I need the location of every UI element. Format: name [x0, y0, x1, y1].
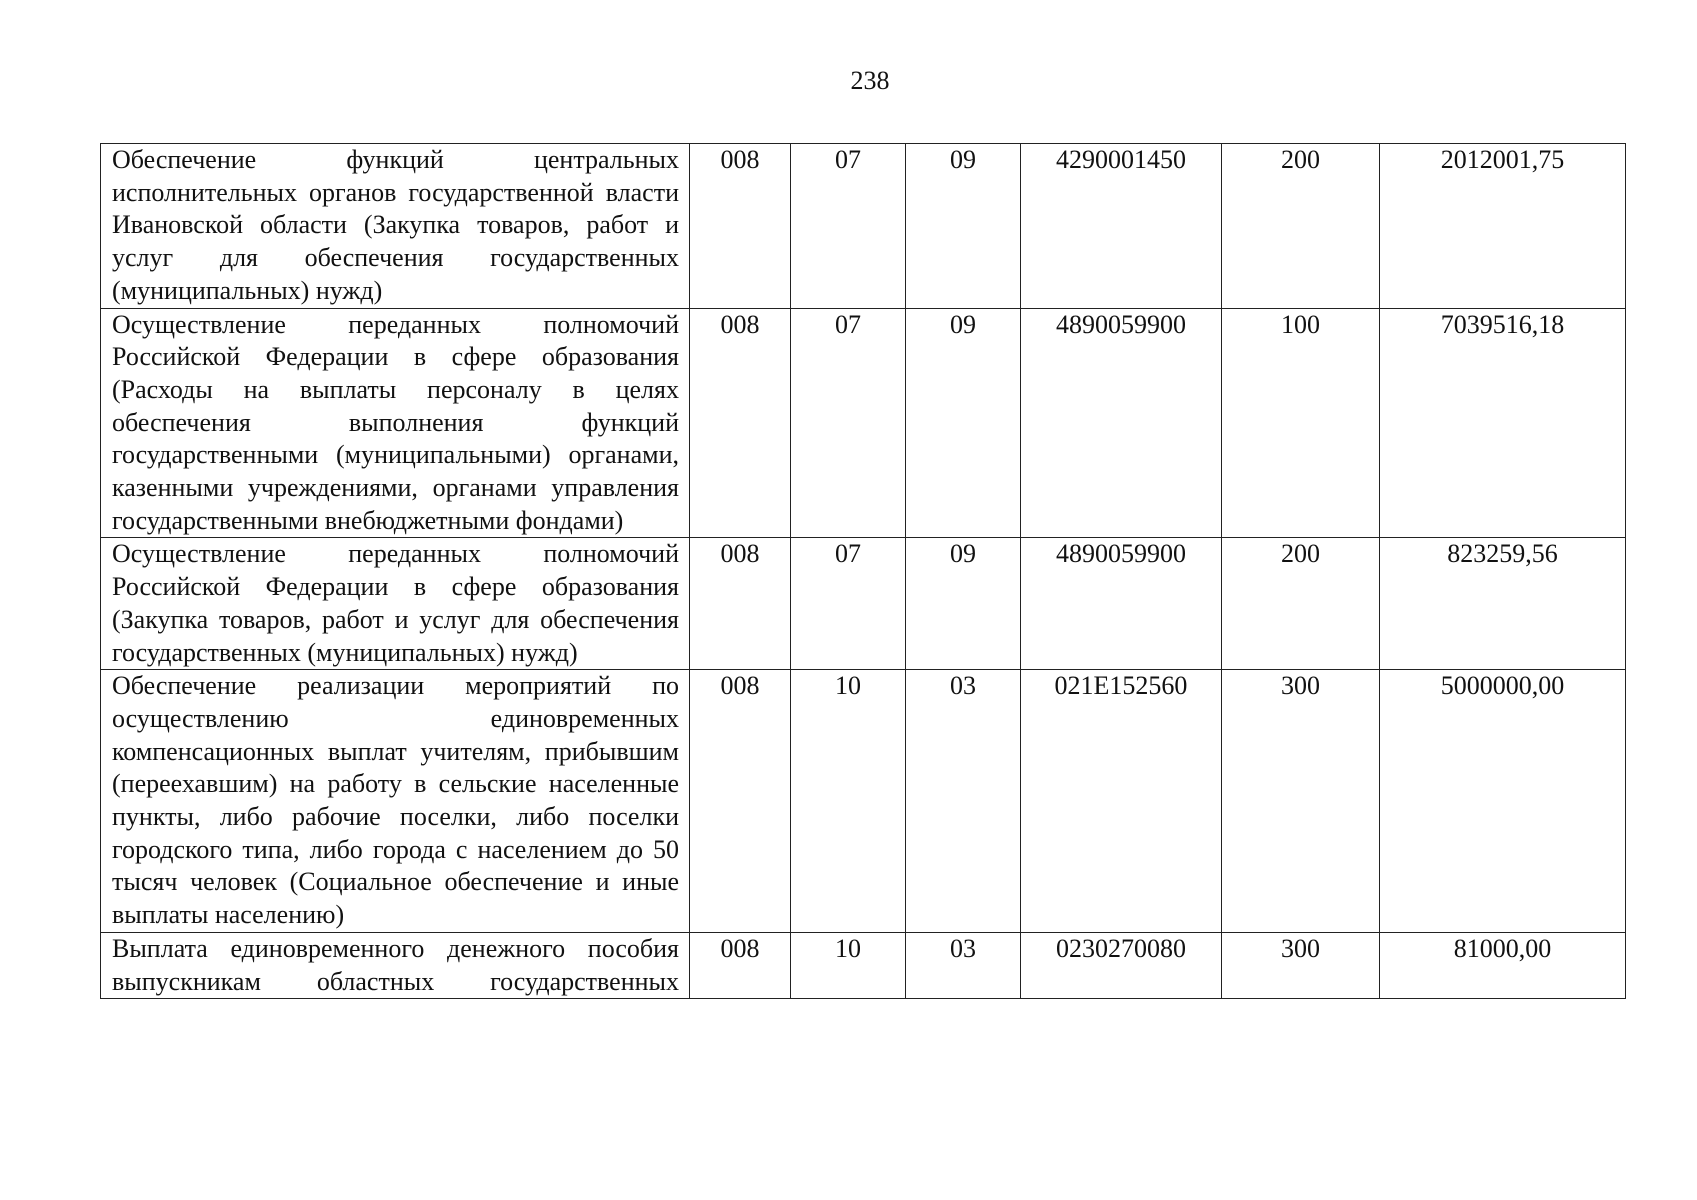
amount-cell: 823259,56 [1380, 538, 1626, 670]
subsection-code-cell: 09 [906, 308, 1021, 538]
amount-cell: 7039516,18 [1380, 308, 1626, 538]
row-description: Осуществление переданных полномочий Российской Федерации в сфере образования (Расходы на выплаты персоналу в целях обеспечения выполнения функций государственными (муниципальными) органами, казенными учреждениями, органами управления государственными внебюджетными фондами) [112, 309, 679, 535]
table-row [101, 308, 1626, 538]
row-description-cell [101, 670, 690, 933]
target-article-cell: 4890059900 [1021, 538, 1222, 670]
target-article-cell: 4890059900 [1021, 308, 1222, 538]
table-row [101, 538, 1626, 670]
subsection-code-cell: 03 [906, 670, 1021, 933]
ministry-code-cell: 008 [690, 670, 791, 933]
expense-type-cell: 100 [1222, 308, 1380, 538]
row-description: Осуществление переданных полномочий Российской Федерации в сфере образования (Закупка товаров, работ и услуг для обеспечения государственных (муниципальных) нужд) [112, 539, 679, 667]
amount-cell: 81000,00 [1380, 932, 1626, 998]
table-row [101, 670, 1626, 933]
target-article-cell: 0230270080 [1021, 932, 1222, 998]
row-description-cell [101, 308, 690, 538]
row-description-cell [101, 932, 690, 998]
table-row [101, 144, 1626, 309]
ministry-code-cell: 008 [690, 308, 791, 538]
expense-type-cell: 300 [1222, 670, 1380, 933]
amount-cell: 5000000,00 [1380, 670, 1626, 933]
ministry-code-cell: 008 [690, 932, 791, 998]
row-description: Обеспечение функций центральных исполнительных органов государственной власти Ивановской области (Закупка товаров, работ и услуг для обеспечения государственных (муниципальных) нужд) [112, 145, 679, 305]
section-code-cell: 10 [791, 670, 906, 933]
subsection-code-cell: 09 [906, 538, 1021, 670]
section-code-cell: 07 [791, 144, 906, 309]
expense-type-cell: 200 [1222, 144, 1380, 309]
section-code-cell: 10 [791, 932, 906, 998]
table-row [101, 932, 1626, 998]
subsection-code-cell: 03 [906, 932, 1021, 998]
amount-cell: 2012001,75 [1380, 144, 1626, 309]
expense-type-cell: 200 [1222, 538, 1380, 670]
target-article-cell: 4290001450 [1021, 144, 1222, 309]
row-description: Обеспечение реализации мероприятий по осуществлению единовременных компенсационных выплат учителям, прибывшим (переехавшим) на работу в сельские населенные пункты, либо рабочие поселки, либо поселки городского типа, либо города с населением до 50 тысяч человек (Социальное обеспечение и иные выплаты населению) [112, 671, 679, 930]
row-description: Выплата единовременного денежного пособия выпускникам областных государственных [112, 933, 679, 996]
target-article-cell: 021E152560 [1021, 670, 1222, 933]
row-description-cell [101, 538, 690, 670]
ministry-code-cell: 008 [690, 144, 791, 309]
ministry-code-cell: 008 [690, 538, 791, 670]
section-code-cell: 07 [791, 538, 906, 670]
row-description-cell [101, 144, 690, 309]
page-number: 238 [850, 66, 890, 95]
subsection-code-cell: 09 [906, 144, 1021, 309]
expense-type-cell: 300 [1222, 932, 1380, 998]
section-code-cell: 07 [791, 308, 906, 538]
budget-table [100, 143, 1626, 999]
